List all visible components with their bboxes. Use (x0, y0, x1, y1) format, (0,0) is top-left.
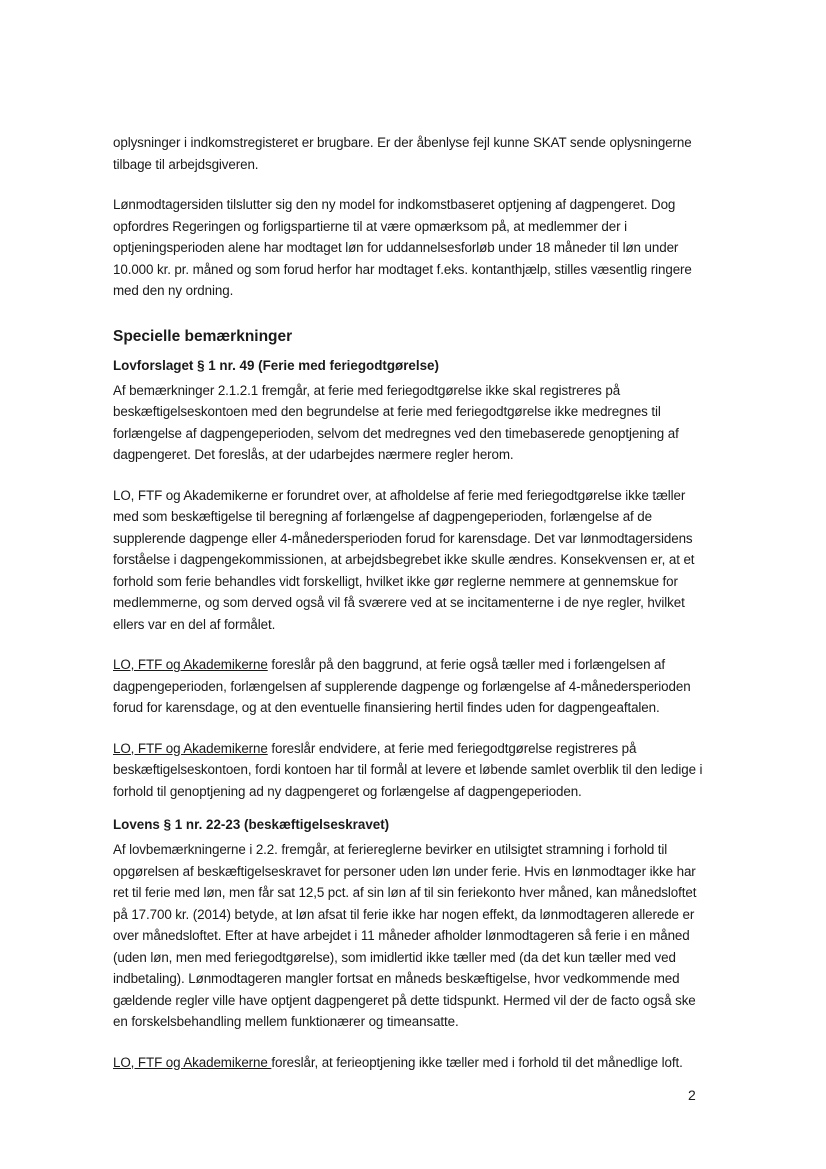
paragraph-employment-requirement: Af lovbemærkningerne i 2.2. fremgår, at feriereglerne bevirker en utilsigtet stramning i forhold til opgørelsen af beskæftigelseskravet for personer uden løn under ferie. Hvis en lønmodtager ikke har ret til ferie med løn, men får sat 12,5 pct. af sin løn af til sin feriekonto hver måned, kan månedsloftet på 17.700 kr. (2014) betyde, at løn afsat til ferie ikke har nogen effekt, da lønmodtageren allerede er over månedsloftet. Efter at have arbejdet i 11 måneder afholder lønmodtageren så ferie i en måned (uden løn, men med feriegodtgørelse), som imidlertid ikke tæller med (da det kun tæller med ved indbetaling). Lønmodtageren mangler fortsat en måneds beskæftigelse, hvor vedkommende med gældende regler ville have optjent dagpengeret på dette tidspunkt. Hermed vil der de facto også ske en forskelsbehandling mellem funktionærer og timeansatte. (113, 842, 697, 1029)
organization-name: LO, FTF og Akademikerne (113, 657, 268, 672)
paragraph-employee-side: Lønmodtagersiden tilslutter sig den ny model for indkomstbaseret optjening af dagpengeret. Dog opfordres Regeringen og forligspartierne til at være opmærksom på, at medlemmer der i optjeningsperioden alene har modtaget løn for uddannelsesforløb under 18 måneder til løn under 10.000 kr. pr. måned og som forud herfor har modtaget f.eks. kontanthjælp, stilles væsentlig ringere med den ny ordning. (113, 197, 692, 298)
paragraph-vacation-remarks: Af bemærkninger 2.1.2.1 fremgår, at ferie med feriegodtgørelse ikke skal registreres på beskæftigelseskontoen med den begrundelse at ferie med feriegodtgørelse ikke medregnes til forlængelse af dagpengeperioden, selvom det medregnes ved den timebaserede genoptjening af dagpengeret. Det foreslås, at der udarbejdes nærmere regler herom. (113, 382, 679, 462)
subsection-heading-vacation: Lovforslaget § 1 nr. 49 (Ferie med feriegodtgørelse) (113, 357, 439, 373)
paragraph-income-register: oplysninger i indkomstregisteret er brugbare. Er der åbenlyse fejl kunne SKAT sende oplysningerne tilbage til arbejdsgiveren. (113, 135, 692, 172)
paragraph-vacation-astonished: LO, FTF og Akademikerne er forundret over, at afholdelse af ferie med feriegodtgørelse ikke tæller med som beskæftigelse til beregning af forlængelse af dagpengeperioden, forlængelse af de supplerende dagpenge eller 4-månedersperioden forud for karensdage. Det var lønmodtagersidens forståelse i dagpengekommissionen, at arbejdsbegrebet ikke skulle ændres. Konsekvensen er, at et forhold som ferie behandles vidt forskelligt, hvilket ikke gør reglerne nemmere at gennemskue for medlemmerne, og som derved også vil få sværere ved at se incitamenterne i de nye regler, hvilket ellers var en del af formålet. (113, 487, 695, 632)
paragraph-vacation-proposal-further: LO, FTF og Akademikerne foreslår endvidere, at ferie med feriegodtgørelse registreres på beskæftigelseskontoen, fordi kontoen har til formål at levere et løbende samlet overblik til den ledige i forhold til genoptjening ad ny dagpengeret og forlængelse af dagpengeperioden. (113, 740, 703, 799)
subsection-heading-employment-requirement: Lovens § 1 nr. 22-23 (beskæftigelseskravet) (113, 817, 390, 832)
paragraph-employment-proposal: LO, FTF og Akademikerne foreslår, at ferieoptjening ikke tæller med i forhold til det månedlige loft. (113, 1054, 683, 1070)
document-body (113, 132, 713, 1073)
paragraph-vacation-proposal: LO, FTF og Akademikerne foreslår på den baggrund, at ferie også tæller med i forlængelsen af dagpengeperioden, forlængelsen af supplerende dagpenge og forlængelse af 4-månedersperioden forud for karensdage, og at den eventuelle finansiering hertil findes uden for dagpengeaftalen. (113, 657, 691, 715)
organization-name: LO, FTF og Akademikerne (113, 740, 268, 756)
organization-name: LO, FTF og Akademikerne (113, 1054, 272, 1070)
section-heading: Specielle bemærkninger (113, 327, 293, 345)
page-number: 2 (688, 1087, 696, 1103)
